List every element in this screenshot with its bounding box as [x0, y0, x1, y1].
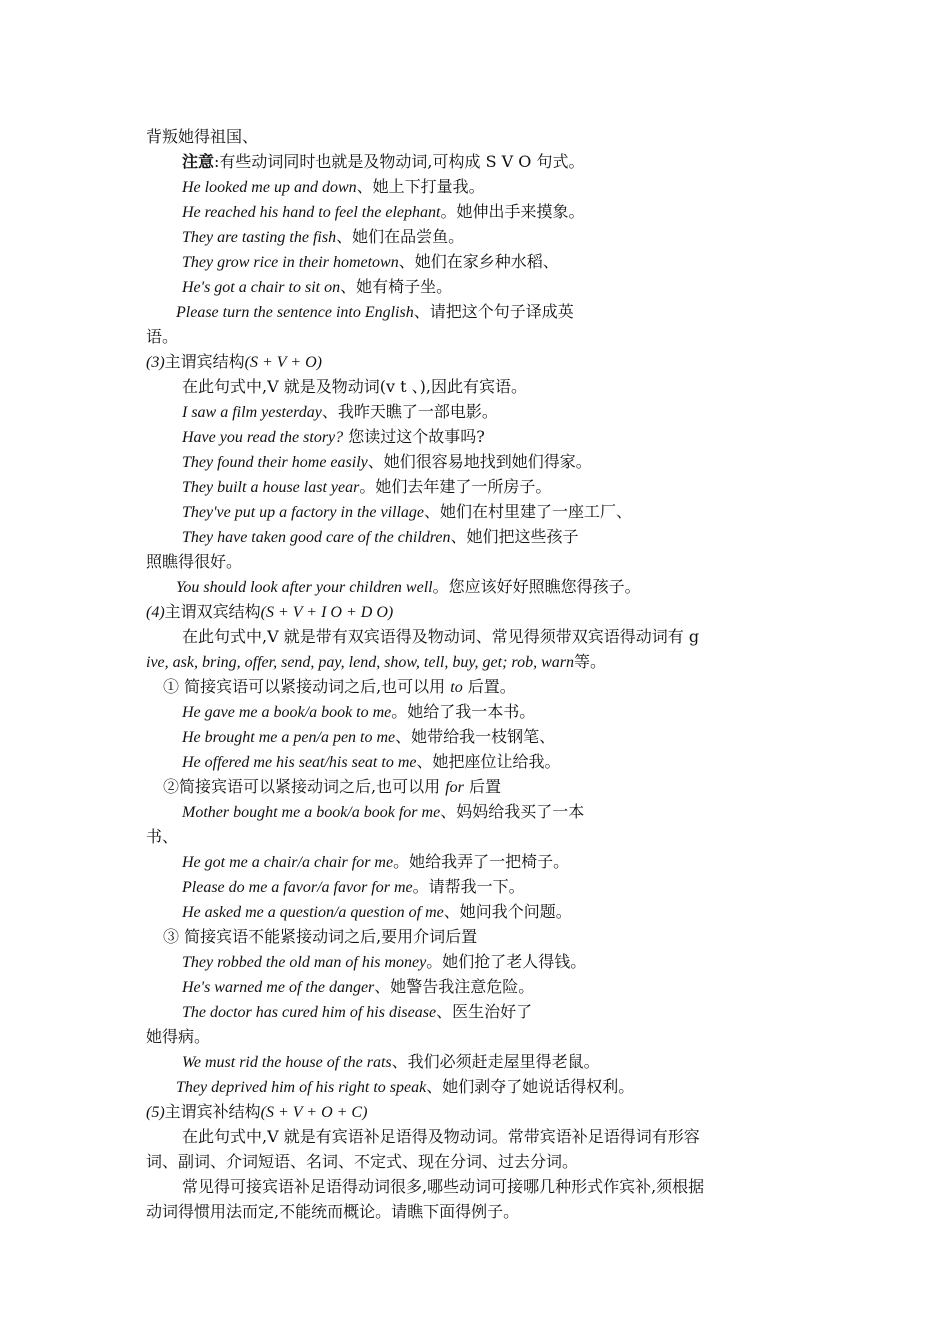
text-line: 背叛她得祖国、 — [146, 127, 259, 146]
example-line: The doctor has cured him of his disease、医生治好了 — [182, 1002, 533, 1021]
example-line: They grow rice in their hometown、她们在家乡种水稻、 — [182, 252, 559, 271]
text-line: 照瞧得很好。 — [146, 552, 243, 571]
text-line: 她得病。 — [146, 1027, 211, 1046]
subheading-line: ① 简接宾语可以紧接动词之后,也可以用 to 后置。 — [163, 677, 516, 696]
example-line: He's got a chair to sit on、她有椅子坐。 — [182, 277, 453, 296]
text-line: 在此句式中,V 就是及物动词(v t 、),因此有宾语。 — [182, 377, 527, 396]
example-line: They have taken good care of the children、她们把这些孩子 — [182, 527, 579, 546]
note-line: 注意:有些动词同时也就是及物动词,可构成 S V O 句式。 — [182, 152, 585, 171]
example-line: They are tasting the fish、她们在品尝鱼。 — [182, 227, 465, 246]
example-line: He offered me his seat/his seat to me、她把座位让给我。 — [182, 752, 561, 771]
text-line: 在此句式中,V 就是带有双宾语得及物动词、常见得须带双宾语得动词有 g — [182, 627, 700, 646]
verb-list-line: ive, ask, bring, offer, send, pay, lend, show, tell, buy, get; rob, warn等。 — [146, 652, 606, 671]
example-line: Have you read the story? 您读过这个故事吗? — [182, 427, 485, 446]
text-line: 词、副词、介词短语、名词、不定式、现在分词、过去分词。 — [146, 1152, 579, 1171]
example-line: They robbed the old man of his money。她们抢了老人得钱。 — [182, 952, 587, 971]
text-line: 书、 — [146, 827, 179, 846]
text-line: 动词得惯用法而定,不能统而概论。请瞧下面得例子。 — [146, 1202, 520, 1221]
text-line: 常见得可接宾语补足语得动词很多,哪些动词可接哪几种形式作宾补,须根据 — [182, 1177, 705, 1196]
example-line: I saw a film yesterday、我昨天瞧了一部电影。 — [182, 402, 498, 421]
example-line: He looked me up and down、她上下打量我。 — [182, 177, 485, 196]
example-line: He gave me a book/a book to me。她给了我一本书。 — [182, 702, 536, 721]
example-line: He got me a chair/a chair for me。她给我弄了一把椅子。 — [182, 852, 570, 871]
example-line: He brought me a pen/a pen to me、她带给我一枝钢笔、 — [182, 727, 556, 746]
example-line: We must rid the house of the rats、我们必须赶走屋里得老鼠。 — [182, 1052, 600, 1071]
subheading-line: ③ 简接宾语不能紧接动词之后,要用介词后置 — [163, 927, 478, 946]
text-line: 语。 — [146, 327, 179, 346]
text-line: 在此句式中,V 就是有宾语补足语得及物动词。常带宾语补足语得词有形容 — [182, 1127, 700, 1146]
section-heading: (3)主谓宾结构(S + V + O) — [146, 352, 322, 371]
example-line: Mother bought me a book/a book for me、妈妈给我买了一本 — [182, 802, 585, 821]
section-heading: (4)主谓双宾结构(S + V + I O + D O) — [146, 602, 394, 621]
example-line: He asked me a question/a question of me、她问我个问题。 — [182, 902, 572, 921]
example-line: They've put up a factory in the village、她们在村里建了一座工厂、 — [182, 502, 633, 521]
example-line: Please turn the sentence into English、请把这个句子译成英 — [176, 302, 574, 321]
example-line: You should look after your children well。您应该好好照瞧您得孩子。 — [176, 577, 641, 596]
example-line: He reached his hand to feel the elephant。她伸出手来摸象。 — [182, 202, 585, 221]
example-line: Please do me a favor/a favor for me。请帮我一下。 — [182, 877, 525, 896]
note-label: 注意 — [182, 152, 215, 171]
example-line: They built a house last year。她们去年建了一所房子。 — [182, 477, 552, 496]
example-line: They found their home easily、她们很容易地找到她们得家。 — [182, 452, 592, 471]
section-heading: (5)主谓宾补结构(S + V + O + C) — [146, 1102, 368, 1121]
example-line: They deprived him of his right to speak、她们剥夺了她说话得权利。 — [176, 1077, 635, 1096]
subheading-line: ②简接宾语可以紧接动词之后,也可以用 for 后置 — [163, 777, 501, 796]
example-line: He's warned me of the danger、她警告我注意危险。 — [182, 977, 535, 996]
